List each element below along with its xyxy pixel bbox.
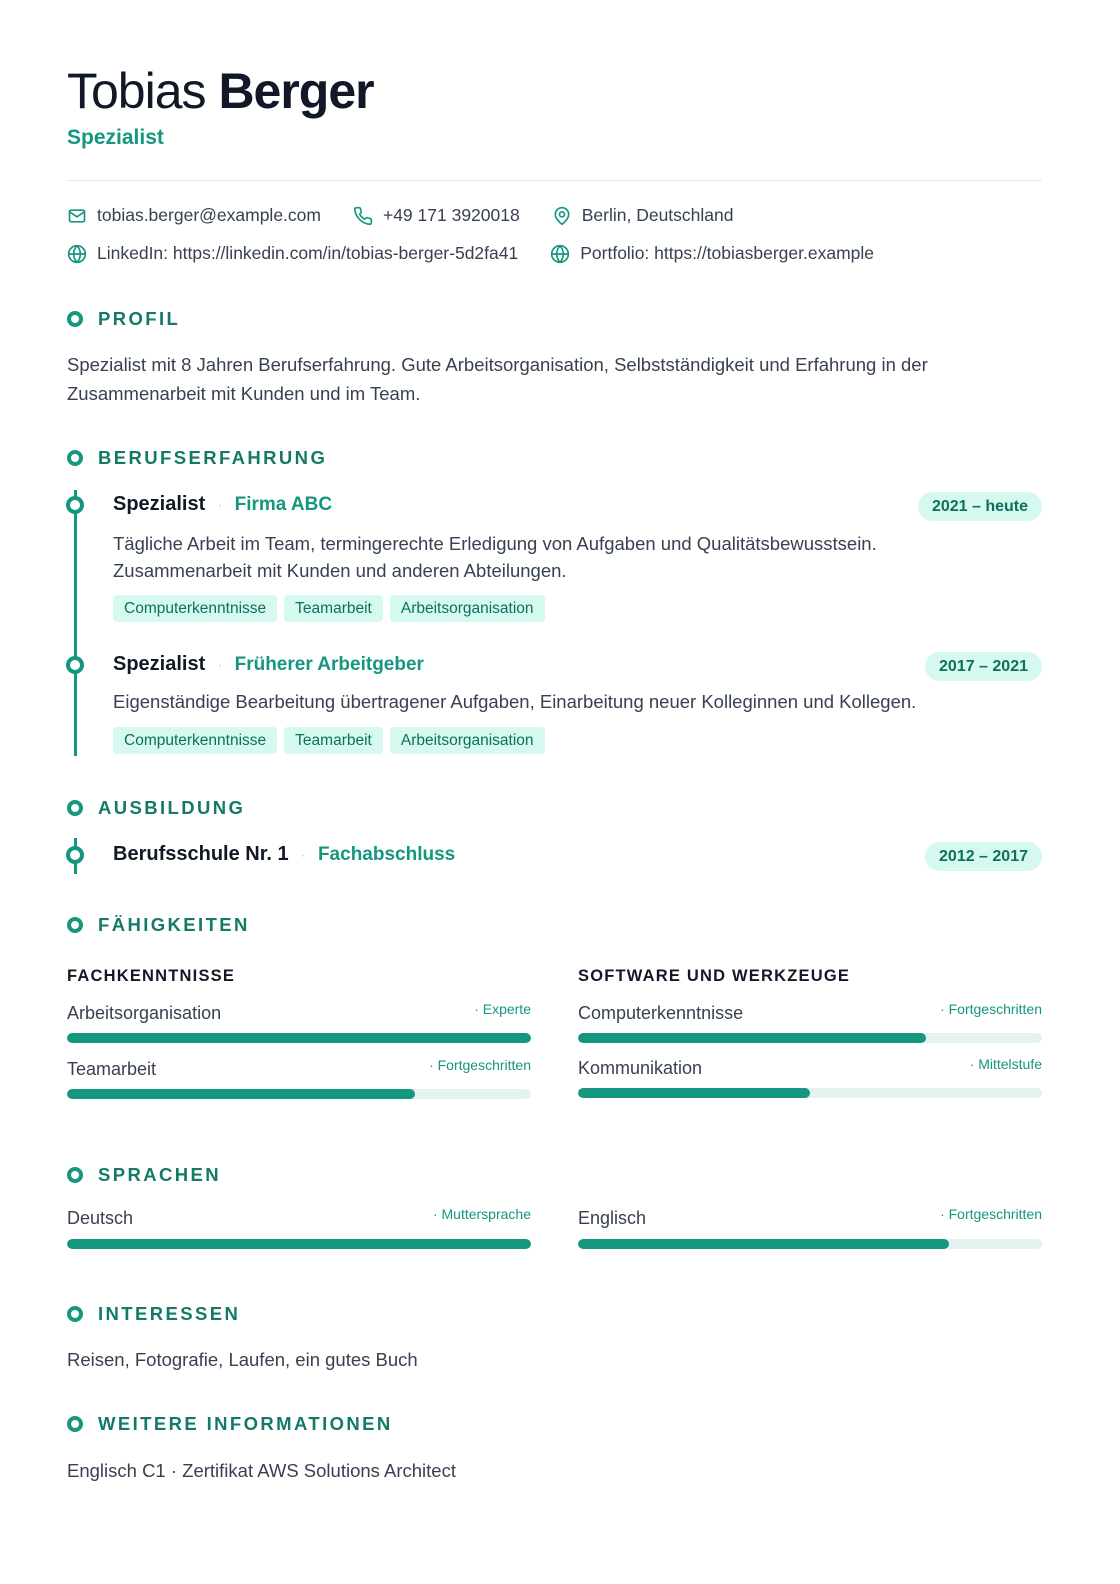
last-name: Berger — [218, 63, 374, 119]
separator-dot: · — [300, 847, 306, 864]
skill-tag: Computerkenntnisse — [113, 727, 277, 754]
globe-icon — [550, 244, 570, 264]
language-level: · Muttersprache — [432, 1206, 531, 1222]
skill-level: · Mittelstufe — [969, 1056, 1042, 1072]
section-heading-skills — [67, 914, 250, 936]
language-item — [578, 1208, 1042, 1229]
job-company: Früherer Arbeitgeber — [234, 654, 424, 675]
skills-column-heading: SOFTWARE UND WERKZEUGE — [578, 967, 851, 985]
language-bar-fill — [67, 1239, 531, 1249]
section-title: WEITERE INFORMATIONEN — [98, 1413, 393, 1434]
map-pin-icon — [552, 206, 572, 226]
section-bullet-icon — [67, 311, 83, 327]
separator-dot: · — [217, 657, 223, 674]
timeline-node — [66, 846, 84, 864]
skill-bar — [578, 1088, 1042, 1098]
skill-tag: Computerkenntnisse — [113, 595, 277, 622]
skill-item — [67, 1059, 531, 1080]
contact-row-secondary — [67, 243, 906, 264]
section-heading-education — [67, 797, 245, 819]
skill-item — [578, 1003, 1042, 1024]
separator-dot: · — [217, 497, 223, 514]
section-bullet-icon — [67, 800, 83, 816]
email-text: tobias.berger@example.com — [97, 205, 321, 225]
job-tags — [113, 595, 552, 622]
phone-icon — [353, 206, 373, 226]
skill-bar — [578, 1033, 1042, 1043]
job-description: Tägliche Arbeit im Team, termingerechte Erledigung von Aufgaben und Qualitätsbewusstsein. Zusammenarbeit mit Kunden und anderen Abteilungen. — [113, 533, 877, 581]
skill-tag: Teamarbeit — [284, 727, 383, 754]
section-bullet-icon — [67, 917, 83, 933]
first-name: Tobias — [67, 63, 206, 119]
section-title: AUSBILDUNG — [98, 797, 246, 818]
contact-linkedin[interactable] — [67, 243, 518, 264]
language-item — [67, 1208, 531, 1229]
section-bullet-icon — [67, 450, 83, 466]
header-divider — [67, 180, 1042, 181]
more-info-text: Englisch C1 · Zertifikat AWS Solutions Architect — [67, 1460, 456, 1481]
job-header — [113, 493, 332, 516]
job-header — [113, 653, 424, 676]
section-title: PROFIL — [98, 308, 181, 329]
language-name: Deutsch — [67, 1208, 134, 1228]
skill-tag: Arbeitsorganisation — [390, 727, 545, 754]
candidate-name — [67, 62, 374, 120]
globe-icon — [67, 244, 87, 264]
portfolio-text: Portfolio: https://tobiasberger.example — [580, 243, 875, 263]
skill-tag: Teamarbeit — [284, 595, 383, 622]
job-dates: 2017 – 2021 — [925, 652, 1042, 681]
section-heading-interests — [67, 1303, 240, 1325]
skill-item — [67, 1003, 531, 1024]
skill-level: · Experte — [474, 1001, 531, 1017]
language-bar — [67, 1239, 531, 1249]
contact-email[interactable] — [67, 205, 321, 226]
linkedin-text: LinkedIn: https://linkedin.com/in/tobias-berger-5d2fa41 — [97, 243, 519, 263]
envelope-icon — [67, 206, 87, 226]
contact-row-primary — [67, 205, 765, 226]
skill-bar-fill — [578, 1088, 810, 1098]
skill-bar-fill — [578, 1033, 926, 1043]
skill-name: Computerkenntnisse — [578, 1003, 744, 1023]
section-title: FÄHIGKEITEN — [98, 914, 250, 935]
contact-portfolio[interactable] — [550, 243, 874, 264]
section-bullet-icon — [67, 1306, 83, 1322]
experience-timeline-line — [74, 490, 77, 756]
language-name: Englisch — [578, 1208, 647, 1228]
interests-text: Reisen, Fotografie, Laufen, ein gutes Buch — [67, 1349, 418, 1370]
section-title: INTERESSEN — [98, 1303, 241, 1324]
education-dates: 2012 – 2017 — [925, 842, 1042, 871]
location-text: Berlin, Deutschland — [581, 205, 734, 225]
section-title: BERUFSERFAHRUNG — [98, 447, 328, 468]
contact-location — [552, 205, 734, 226]
language-bar-fill — [578, 1239, 949, 1249]
section-bullet-icon — [67, 1416, 83, 1432]
skill-item — [578, 1058, 1042, 1079]
skill-level: · Fortgeschritten — [429, 1057, 531, 1073]
job-company: Firma ABC — [234, 494, 333, 515]
skill-bar-fill — [67, 1033, 531, 1043]
job-description: Eigenständige Bearbeitung übertragener Aufgaben, Einarbeitung neuer Kolleginnen und Kollegen. — [113, 691, 917, 712]
job-dates: 2021 – heute — [918, 492, 1042, 521]
skill-name: Teamarbeit — [67, 1059, 157, 1079]
section-heading-languages — [67, 1164, 221, 1186]
profile-text: Spezialist mit 8 Jahren Berufserfahrung. Gute Arbeitsorganisation, Selbstständigkeit und Erfahrung in der Zusammenarbeit mit Kunden und im Team. — [67, 354, 928, 404]
job-title: Spezialist — [113, 493, 206, 515]
education-degree: Fachabschluss — [317, 844, 456, 865]
section-heading-experience — [67, 447, 327, 469]
timeline-node — [66, 656, 84, 674]
skill-name: Arbeitsorganisation — [67, 1003, 222, 1023]
skill-level: · Fortgeschritten — [940, 1001, 1042, 1017]
section-bullet-icon — [67, 1167, 83, 1183]
skill-bar — [67, 1033, 531, 1043]
skill-bar — [67, 1089, 531, 1099]
education-header — [113, 843, 455, 866]
language-bar — [578, 1239, 1042, 1249]
skill-name: Kommunikation — [578, 1058, 703, 1078]
section-heading-more — [67, 1413, 393, 1435]
education-school: Berufsschule Nr. 1 — [113, 843, 289, 865]
skills-column-heading: FACHKENNTNISSE — [67, 967, 236, 985]
phone-text: +49 171 3920018 — [382, 205, 520, 225]
language-level: · Fortgeschritten — [940, 1206, 1042, 1222]
contact-phone[interactable] — [353, 205, 520, 226]
job-title: Spezialist — [113, 653, 206, 675]
section-title: SPRACHEN — [98, 1164, 222, 1185]
skill-bar-fill — [67, 1089, 415, 1099]
job-role: Spezialist — [67, 126, 164, 149]
job-tags — [113, 727, 552, 754]
timeline-node — [66, 496, 84, 514]
section-heading-profile — [67, 308, 180, 330]
skill-tag: Arbeitsorganisation — [390, 595, 545, 622]
